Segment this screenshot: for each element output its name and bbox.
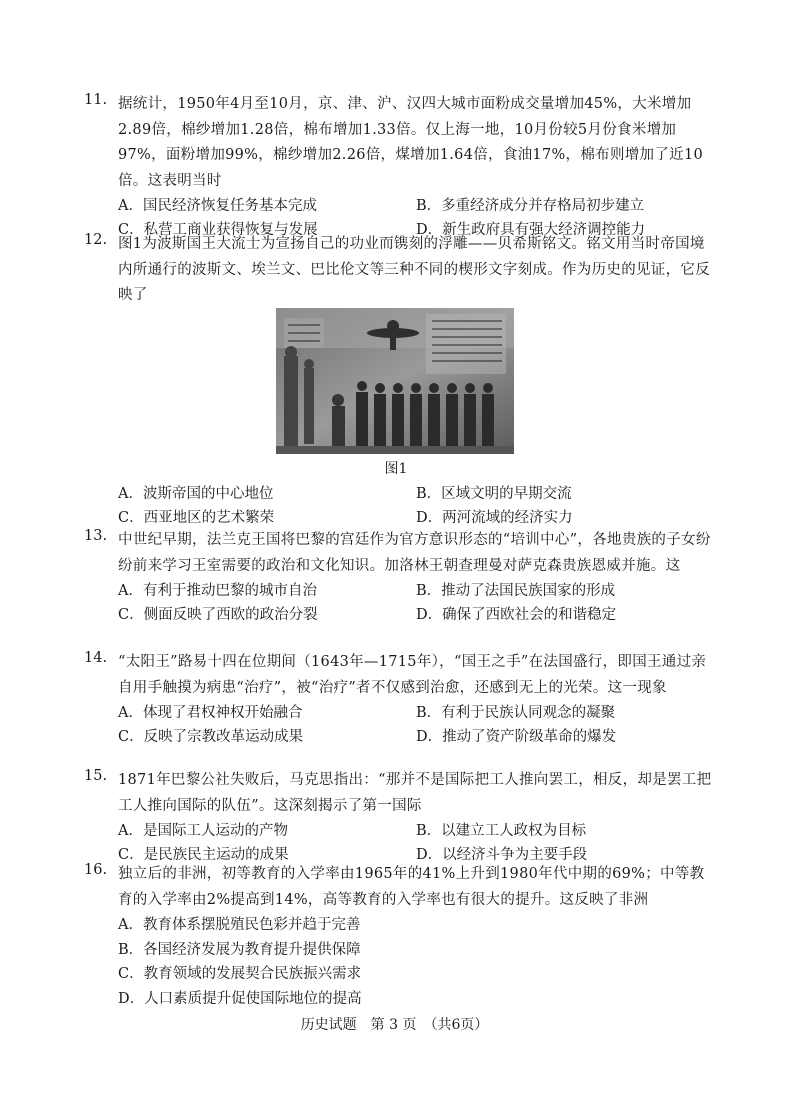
option-d: D．两河流域的经济实力: [416, 510, 573, 526]
options: [118, 701, 714, 749]
question-number: 11.: [84, 92, 108, 108]
option-d: D．确保了西欧社会的和谐稳定: [416, 607, 617, 623]
question-16: [84, 862, 714, 1011]
question-15: [84, 768, 714, 867]
option-c: C．西亚地区的艺术繁荣: [118, 510, 275, 526]
options: [118, 482, 714, 530]
question-12: [84, 232, 714, 309]
option-a: A．波斯帝国的中心地位: [118, 486, 274, 502]
option-b: B．以建立工人政权为目标: [416, 823, 587, 839]
question-number: 13.: [84, 528, 108, 544]
question-stem: 据统计，1950年4月至10月，京、津、沪、汉四大城市面粉成交量增加45%，大米增加2.89倍，棉纱增加1.28倍，棉布增加1.33倍。仅上海一地，10月份较5月份食米增加97%，面粉增加99%，棉纱增加2.26倍，煤增加1.64倍，食油17%，棉布则增加了近10倍。这表明当时: [118, 96, 704, 189]
option-d: D．推动了资产阶级革命的爆发: [416, 729, 617, 745]
option-c: C．侧面反映了西欧的政治分裂: [118, 607, 318, 623]
question-stem: 独立后的非洲，初等教育的入学率由1965年的41%上升到1980年代中期的69%；中等教育的入学率由2%提高到14%，高等教育的入学率也有很大的提升。这反映了非洲: [118, 866, 705, 908]
question-14: [84, 650, 714, 749]
option-a: A．体现了君权神权开始融合: [118, 705, 303, 721]
option-c: C．私营工商业获得恢复与发展: [118, 222, 318, 238]
option-d: D．新生政府具有强大经济调控能力: [416, 222, 646, 238]
figure-caption: 图1: [384, 461, 408, 477]
question-number: 16.: [84, 862, 108, 878]
option-b: B．各国经济发展为教育提升提供保障: [118, 941, 361, 958]
option-a: A．是国际工人运动的产物: [118, 823, 288, 839]
option-a: A．教育体系摆脱殖民色彩并趋于完善: [118, 917, 361, 933]
option-a: A．国民经济恢复任务基本完成: [118, 198, 317, 214]
option-b: B．多重经济成分并存格局初步建立: [416, 198, 645, 214]
question-11: [84, 92, 714, 242]
option-b: B．有利于民族认同观念的凝聚: [416, 705, 616, 721]
question-12-options: [84, 482, 714, 530]
option-c: C．是民族民主运动的成果: [118, 847, 289, 863]
option-c: C．反映了宗教改革运动成果: [118, 729, 304, 745]
question-stem: 中世纪早期，法兰克王国将巴黎的宫廷作为官方意识形态的“培训中心”，各地贵族的子女纷纷前来学习王室需要的政治和文化知识。加洛林王朝查理曼对萨克森贵族恩威并施。这: [118, 532, 711, 574]
question-number: 15.: [84, 768, 108, 784]
behistun-relief-image: [276, 308, 514, 454]
question-stem: “太阳王”路易十四在位期间（1643年—1715年），“国王之手”在法国盛行，即国王通过亲自用手触摸为病患“治疗”，被“治疗”者不仅感到治愈，还感到无上的光荣。这一现象: [118, 654, 707, 696]
options: [118, 819, 714, 867]
option-b: B．推动了法国民族国家的形成: [416, 583, 616, 599]
question-stem: 1871年巴黎公社失败后，马克思指出：“那并不是国际把工人推向罢工，相反，却是罢工把工人推向国际的队伍”。这深刻揭示了第一国际: [118, 772, 712, 814]
options: [118, 913, 714, 1011]
question-number: 14.: [84, 650, 108, 666]
option-d: D．人口素质提升促使国际地位的提高: [118, 990, 362, 1007]
page-footer: 历史试题 第 3 页 （共6页）: [300, 1017, 489, 1033]
question-stem: 图1为波斯国王大流士为宣扬自己的功业而镌刻的浮雕——贝希斯铭文。铭文用当时帝国境内所通行的波斯文、埃兰文、巴比伦文等三种不同的楔形文字刻成。作为历史的见证，它反映了: [118, 236, 710, 303]
question-13: [84, 528, 714, 627]
options: [118, 579, 714, 627]
option-c: C．教育领域的发展契合民族振兴需求: [118, 966, 362, 982]
option-a: A．有利于推动巴黎的城市自治: [118, 583, 317, 599]
option-b: B．区域文明的早期交流: [416, 486, 572, 502]
question-number: 12.: [84, 232, 108, 248]
option-d: D．以经济斗争为主要手段: [416, 847, 588, 863]
